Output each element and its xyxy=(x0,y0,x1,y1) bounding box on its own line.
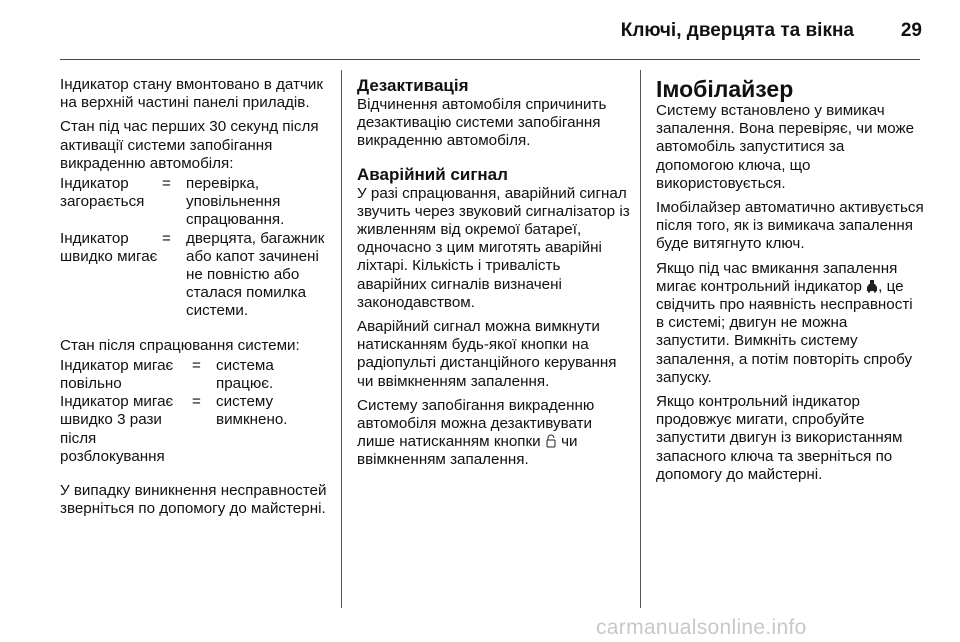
after-activation-state-text: Стан після спрацювання системи: xyxy=(60,336,300,354)
alarm-text-2: Аварійний сигнал можна вимкнути натисканням будь-якої кнопки на радіопульті дистанційного керування чи ввімкненням запалення. xyxy=(357,318,617,390)
alarm-text-3: Систему запобігання викраденню автомобіля можна дезактивувати лише натисканням кнопки чи ввімкненням запалення. xyxy=(357,396,595,469)
alarm-text-1: У разі спрацювання, аварійний сигнал звучить через звуковий сигналізатор із живленням від окремої батареї, одночасно з цим миготять аварійні ліхтарі. Кількість і тривалість аварійних сигналів визначені законодавством. xyxy=(357,184,630,311)
state-table-1 xyxy=(60,175,332,321)
page-number: 29 xyxy=(900,20,922,41)
table-row: Індикатор швидко мигає = дверцята, багажник або капот зачинені не повністю або сталася помилка системи. xyxy=(60,229,325,320)
state-table-2 xyxy=(60,357,332,466)
immobilizer-heading: Імобілайзер xyxy=(656,76,794,102)
column-right xyxy=(656,76,924,490)
header-divider xyxy=(60,59,920,60)
immobilizer-text-1: Систему встановлено у вимикач запалення. Вона перевіряє, чи може автомобіль запуститися за допомогою ключа, що використовується. xyxy=(656,102,915,192)
table-row: Індикатор загорається = перевірка, уповільнення спрацювання. xyxy=(60,175,285,229)
page-title: Ключі, дверцята та вікна xyxy=(620,20,854,41)
first-30s-state-text: Стан під час перших 30 секунд після активації системи запобігання викраденню автомобіля: xyxy=(60,118,319,172)
immobilizer-car-lock-icon xyxy=(866,279,878,293)
malfunction-text: У випадку виникнення несправностей зверніться по допомогу до майстерні. xyxy=(60,482,327,518)
table-row: Індикатор мигає швидко 3 рази після розблокування = систему вимкнено. xyxy=(60,393,288,465)
table-row: Індикатор мигає повільно = система працює. xyxy=(60,356,274,393)
column-divider-2 xyxy=(640,70,641,608)
indicator-location-text: Індикатор стану вмонтовано в датчик на верхній частині панелі приладів. xyxy=(60,76,324,112)
unlock-button-icon xyxy=(545,434,557,448)
page-header xyxy=(60,16,922,50)
column-middle xyxy=(357,76,632,476)
immobilizer-text-3: Якщо під час вмикання запалення мигає контрольний індикатор , це свідчить про наявність несправності в системі; двигун не можна запустити. Вимкніть систему запалення, а потім повторіть спробу запуску. xyxy=(656,259,913,386)
deactivation-text: Відчинення автомобіля спричинить дезактивацію системи запобігання викраденню автомобіля. xyxy=(357,96,607,150)
column-divider-1 xyxy=(341,70,342,608)
column-left xyxy=(60,76,332,524)
immobilizer-text-4: Якщо контрольний індикатор продовжує мигати, спробуйте запустити двигун із використанням запасного ключа та зверніться по допомогу до майстерні. xyxy=(656,393,903,483)
watermark: carmanualsonline.info xyxy=(596,616,807,639)
deactivation-heading: Дезактивація xyxy=(357,76,469,95)
alarm-heading: Аварійний сигнал xyxy=(357,164,508,184)
immobilizer-text-2: Імобілайзер автоматично активується після того, як із вимикача запалення буде витягнуто ключ. xyxy=(656,199,924,253)
